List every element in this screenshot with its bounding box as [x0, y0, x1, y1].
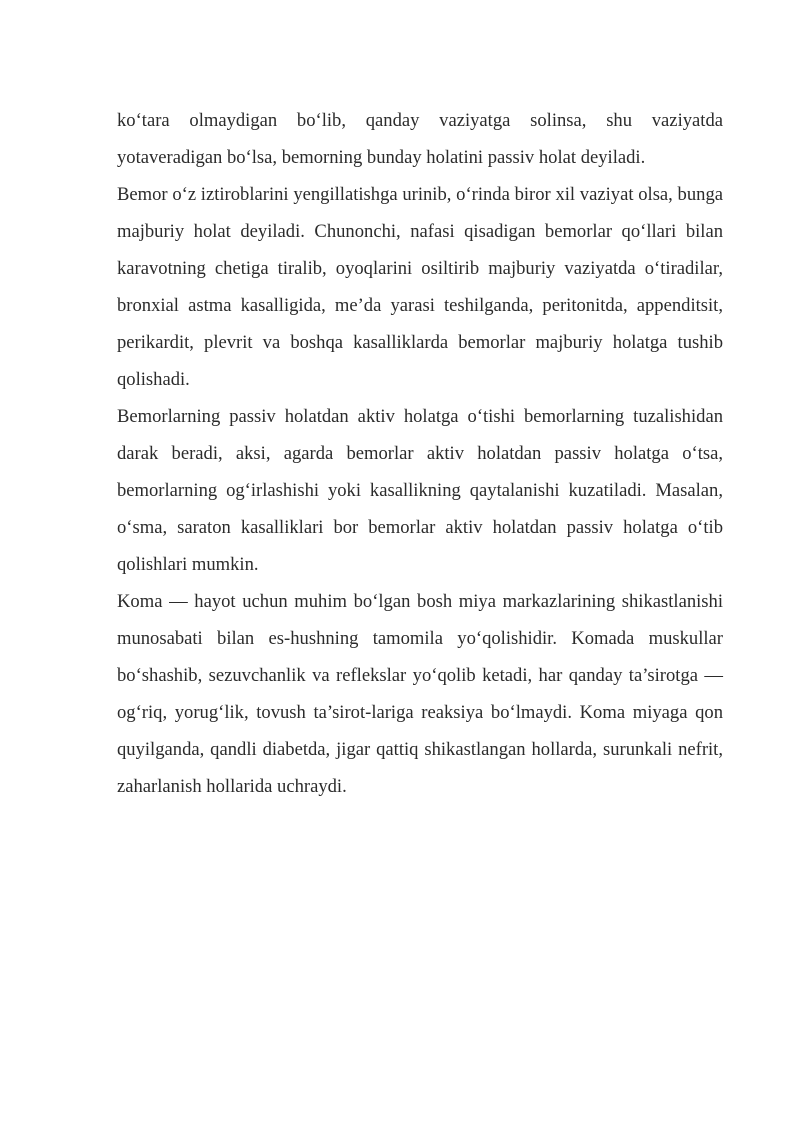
- paragraph-forced-state: Bemor o‘z iztiroblarini yengillatishga urinib, o‘rinda biror xil vaziyat olsa, bunga majburiy holat deyiladi. Chunonchi, nafasi qisadigan bemorlar qo‘llari bilan karavotning chetiga tiralib, oyoqlarini osiltirib majburiy vaziyatda o‘tiradilar, bronxial astma kasalligida, me’da yarasi teshilganda, peritonitda, appenditsit, perikardit, plevrit va boshqa kasalliklarda bemorlar majburiy holatga tushib qolishadi.: [117, 184, 723, 390]
- paragraph-state-transition: Bemorlarning passiv holatdan aktiv holatga o‘tishi bemorlarning tuzalishidan darak beradi, aksi, agarda bemorlar aktiv holatdan passiv holatga o‘tsa, bemorlarning og‘irlashishi yoki kasallikning qaytalanishi kuzatiladi. Masalan, o‘sma, saraton kasalliklari bor bemorlar aktiv holatdan passiv holatga o‘tib qolishlari mumkin.: [117, 406, 723, 575]
- document-page: [117, 102, 723, 805]
- paragraph-passive-state: ko‘tara olmaydigan bo‘lib, qanday vaziyatga solinsa, shu vaziyatda yotaveradigan bo‘lsa, bemorning bunday holatini passiv holat deyiladi.: [117, 110, 723, 168]
- paragraph-coma: Koma — hayot uchun muhim bo‘lgan bosh miya markazlarining shikastlanishi munosabati bilan es-hushning tamomila yo‘qolishidir. Komada muskullar bo‘shashib, sezuvchanlik va reflekslar yo‘qolib ketadi, har qanday ta’sirotga — og‘riq, yorug‘lik, tovush ta’sirot-lariga reaksiya bo‘lmaydi. Koma miyaga qon quyilganda, qandli diabetda, jigar qattiq shikastlangan hollarda, surunkali nefrit, zaharlanish hollarida uchraydi.: [117, 591, 723, 797]
